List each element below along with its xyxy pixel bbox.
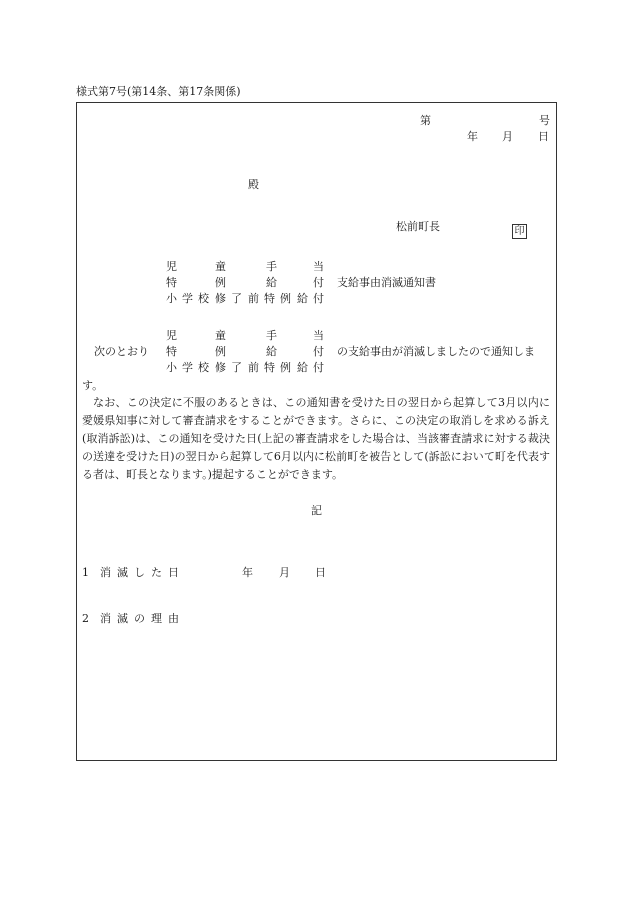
allowance-char: 童 (215, 329, 226, 342)
objection-text: なお、この決定に不服のあるときは、この通知書を受けた日の翌日から起算して3月以内に愛媛県知事に対して審査請求をすることができます。さらに、この決定の取消しを求める訴え(取消訴訟)は、この通知を受けた日(上記の審査請求をした場合は、当該審査請求に対する裁決の送達を受けた日)の翌日から起算して6月以内に松前町を被告として(訴訟において町を代表する者は、町長となります。)提起することができます。 (82, 396, 550, 481)
allowance-char: 例 (215, 345, 226, 358)
allowance-row-1 (163, 328, 328, 344)
allowance-char: 了 (231, 361, 242, 374)
allowance-char: 学 (182, 292, 193, 305)
item-1-label: 消滅した日 (100, 566, 185, 579)
date-day: 日 (538, 130, 549, 143)
allowance-char: 当 (313, 329, 324, 342)
allowance-char: 手 (266, 329, 277, 342)
addressee-suffix: 殿 (248, 178, 259, 191)
item-1-year: 年 (242, 566, 253, 579)
allowance-char: 修 (215, 361, 226, 374)
body-continuation: の支給事由が消滅しましたので通知しま (337, 345, 535, 358)
allowance-char: 前 (248, 292, 259, 305)
issuer-title: 松前町長 (396, 220, 440, 233)
date-year: 年 (467, 130, 478, 143)
allowance-char: 給 (266, 345, 277, 358)
allowance-char: 学 (182, 361, 193, 374)
allowance-block-2 (163, 328, 328, 376)
allowance-char: 了 (231, 292, 242, 305)
allowance-char: 手 (266, 260, 277, 273)
allowance-char: 付 (313, 276, 324, 289)
allowance-row-2 (163, 275, 328, 291)
allowance-char: 校 (198, 361, 209, 374)
allowance-row-2 (163, 344, 328, 360)
allowance-char: 小 (166, 361, 177, 374)
item-1-day: 日 (315, 566, 326, 579)
allowance-char: 付 (313, 345, 324, 358)
allowance-char: 特 (166, 345, 177, 358)
allowance-char: 例 (280, 361, 291, 374)
allowance-block-1 (163, 259, 328, 307)
item-1-number: 1 (82, 566, 89, 579)
allowance-char: 当 (313, 260, 324, 273)
allowance-row-1 (163, 259, 328, 275)
allowance-char: 特 (264, 292, 275, 305)
allowance-row-3 (163, 291, 328, 307)
record-heading: 記 (311, 504, 322, 517)
allowance-char: 特 (264, 361, 275, 374)
allowance-char: 校 (198, 292, 209, 305)
item-2-number: 2 (82, 612, 89, 625)
body-tail: す。 (82, 379, 104, 392)
item-2-label: 消滅の理由 (100, 612, 185, 625)
allowance-char: 付 (313, 361, 324, 374)
allowance-row-3 (163, 360, 328, 376)
number-prefix: 第 (420, 114, 431, 127)
seal-icon: 印 (512, 224, 527, 239)
seal-mark (512, 219, 527, 239)
objection-paragraph (82, 394, 550, 484)
allowance-char: 童 (215, 260, 226, 273)
allowance-char: 付 (313, 292, 324, 305)
body-lead: 次のとおり (94, 345, 149, 358)
allowance-char: 給 (297, 292, 308, 305)
allowance-char: 給 (266, 276, 277, 289)
allowance-char: 特 (166, 276, 177, 289)
item-1-month: 月 (279, 566, 290, 579)
allowance-char: 児 (166, 260, 177, 273)
number-suffix: 号 (539, 114, 550, 127)
notice-title: 支給事由消滅通知書 (337, 276, 436, 289)
allowance-char: 例 (215, 276, 226, 289)
allowance-char: 修 (215, 292, 226, 305)
allowance-char: 前 (248, 361, 259, 374)
allowance-char: 例 (280, 292, 291, 305)
date-month: 月 (502, 130, 513, 143)
allowance-char: 小 (166, 292, 177, 305)
allowance-char: 給 (297, 361, 308, 374)
form-header: 様式第7号(第14条、第17条関係) (76, 85, 241, 98)
allowance-char: 児 (166, 329, 177, 342)
